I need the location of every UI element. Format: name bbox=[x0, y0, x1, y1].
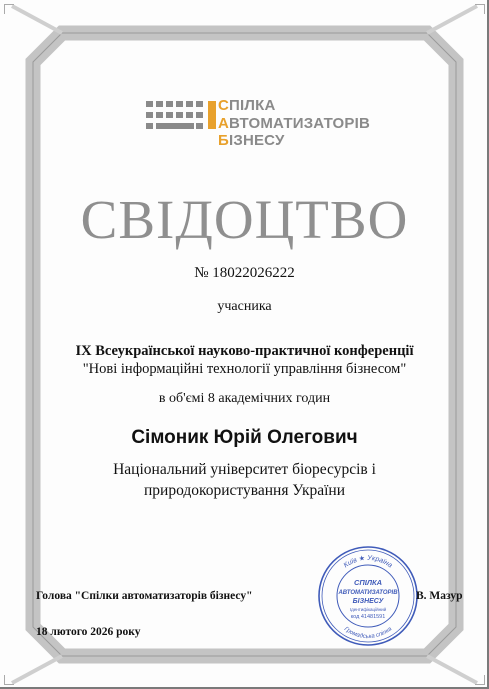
stamp-line-1: СПІЛКА bbox=[353, 578, 383, 587]
conference-subtitle: "Нові інформаційні технології управління бізнесом" bbox=[82, 361, 407, 377]
certificate-title: СВІДОЦТВО bbox=[80, 189, 409, 250]
stamp-line-2: АВТОМАТИЗАТОРІВ bbox=[338, 590, 398, 596]
hours-text: в об'ємі 8 академічних годин bbox=[158, 391, 331, 406]
signer-name: В. Мазур bbox=[416, 590, 463, 602]
logo-line-1: СПІЛКА bbox=[218, 97, 276, 114]
participant-label: учасника bbox=[217, 299, 272, 314]
stamp-code: код 41481591 bbox=[350, 614, 386, 620]
logo-line-2: АВТОМАТИЗАТОРІВ bbox=[218, 114, 371, 132]
svg-text:Київ ★ Україна bbox=[343, 554, 394, 569]
logo-line-3: БІЗНЕСУ bbox=[218, 132, 285, 149]
stamp-bottom-text: Громадська спілка bbox=[342, 626, 394, 641]
certificate-number: № 18022026222 bbox=[194, 265, 295, 281]
recipient-name: Сімоник Юрій Олегович bbox=[131, 427, 358, 448]
official-stamp bbox=[316, 544, 420, 648]
organization-logo-text bbox=[218, 97, 370, 150]
institution-line-1: Національний університет біоресурсів і bbox=[113, 461, 376, 478]
issue-date: 18 лютого 2026 року bbox=[36, 626, 141, 638]
stamp-code-label: Ідентифікаційний bbox=[349, 607, 387, 612]
conference-title: IX Всеукраїнської науково-практичної конференції bbox=[75, 343, 414, 359]
stamp-line-3: БІЗНЕСУ bbox=[352, 598, 384, 605]
head-of-union-label: Голова "Спілки автоматизаторів бізнесу" bbox=[36, 590, 253, 602]
institution-line-2: природокористування України bbox=[143, 482, 346, 499]
stamp-top-text: Київ ★ Україна bbox=[342, 554, 394, 570]
